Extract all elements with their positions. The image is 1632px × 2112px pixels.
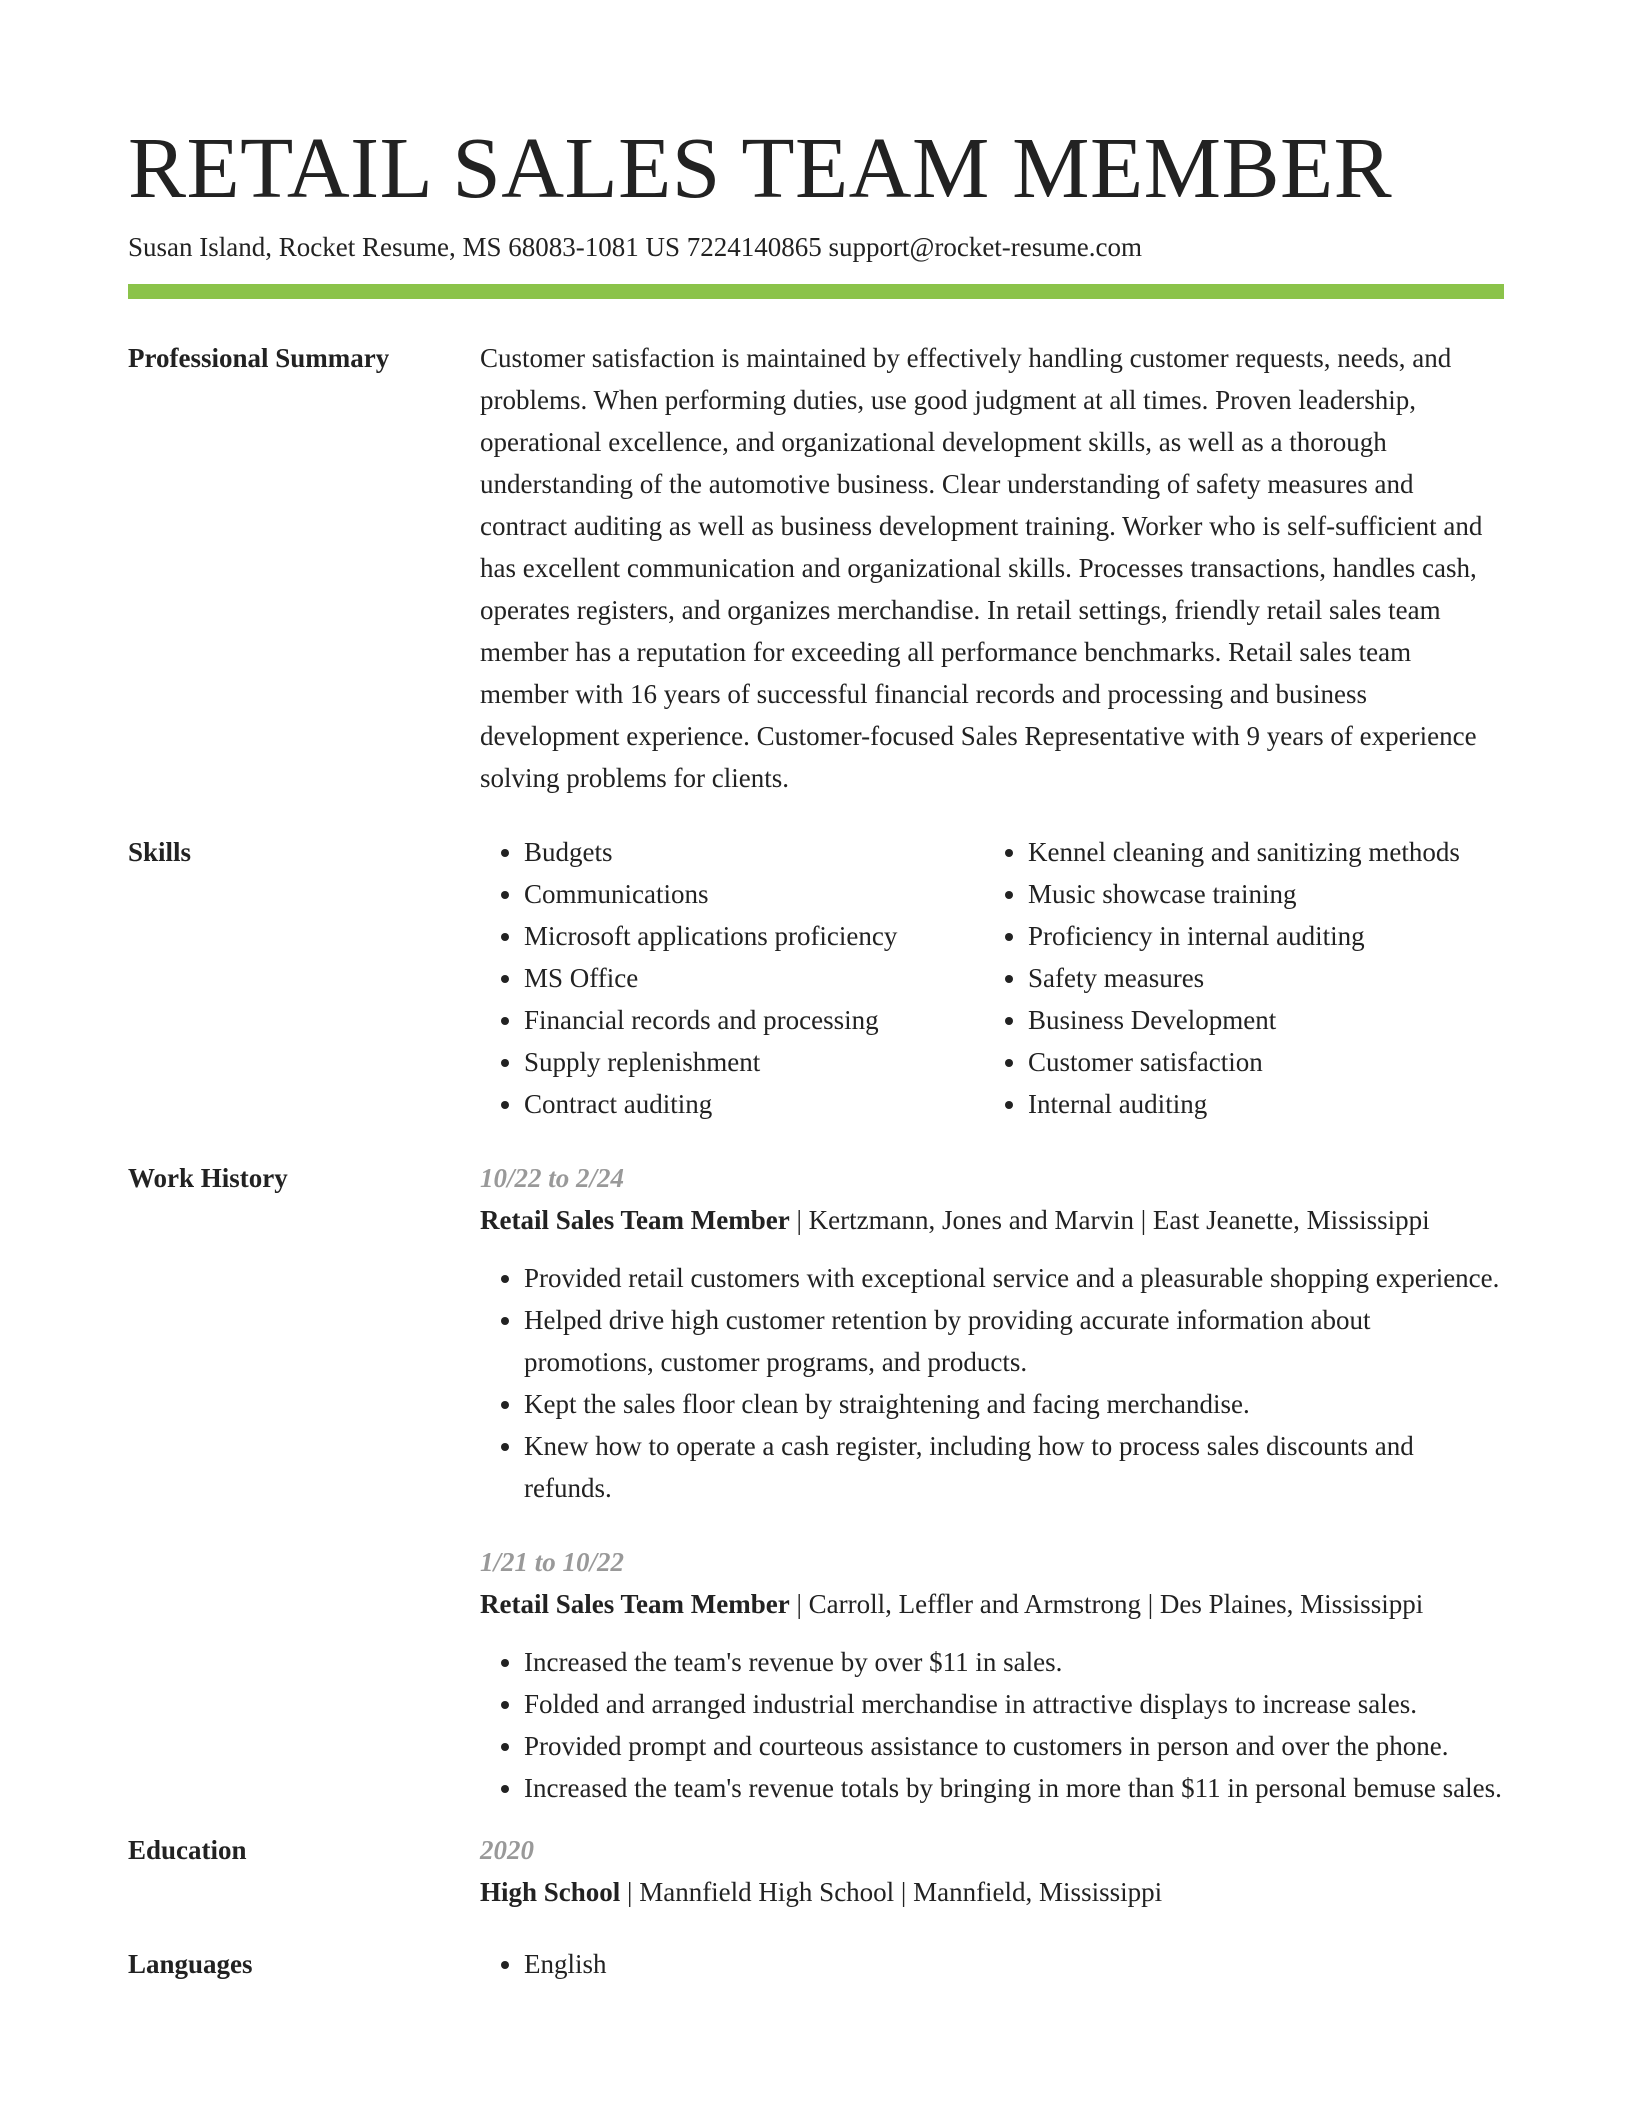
skills-grid: [480, 831, 1504, 1125]
skill-item: • Kennel cleaning and sanitizing methods: [1028, 831, 1504, 873]
contact-email: support@rocket-resume.com: [828, 231, 1143, 262]
education-heading: Education: [128, 1834, 247, 1865]
summary-heading: Professional Summary: [128, 342, 390, 373]
education-date: 2020: [480, 1834, 534, 1865]
job-bullet: • Provided prompt and courteous assistance to customers in person and over the phone.: [524, 1725, 1504, 1767]
skill-item: • Microsoft applications proficiency: [524, 915, 984, 957]
job-bullet: • Helped drive high customer retention by providing accurate information about promotions, customer programs, and products.: [524, 1299, 1504, 1383]
education-line: [480, 1871, 1504, 1913]
education-section: [128, 1829, 1504, 1913]
skill-item: • Internal auditing: [1028, 1083, 1504, 1125]
contact-phone: 7224140865: [686, 231, 822, 262]
job-bullet: • Kept the sales floor clean by straightening and facing merchandise.: [524, 1383, 1504, 1425]
skill-item: • Financial records and processing: [524, 999, 984, 1041]
header-divider: [128, 284, 1504, 299]
job-bullet: • Folded and arranged industrial merchandise in attractive displays to increase sales.: [524, 1683, 1504, 1725]
languages-heading: Languages: [128, 1948, 253, 1979]
language-item: • English: [524, 1943, 1504, 1985]
skill-item: • Business Development: [1028, 999, 1504, 1041]
skill-item: • Budgets: [524, 831, 984, 873]
job-bullets: [480, 1257, 1504, 1509]
languages-section: [128, 1943, 1504, 1985]
skill-item: • Customer satisfaction: [1028, 1041, 1504, 1083]
job-title-line: [480, 1199, 1504, 1241]
contact-line: [128, 230, 1504, 265]
skill-item: • Safety measures: [1028, 957, 1504, 999]
job-date: 1/21 to 10/22: [480, 1546, 625, 1577]
skills-section: [128, 831, 1504, 1125]
skills-list-right: [984, 831, 1504, 1125]
resume-title: RETAIL SALES TEAM MEMBER: [128, 119, 1393, 216]
job-entry: [480, 1541, 1504, 1809]
work-history-heading: Work History: [128, 1162, 288, 1193]
skill-item: • Music showcase training: [1028, 873, 1504, 915]
skill-item: • Supply replenishment: [524, 1041, 984, 1083]
job-bullets: [480, 1641, 1504, 1809]
job-bullet: • Increased the team's revenue by over $11 in sales.: [524, 1641, 1504, 1683]
contact-address: Susan Island, Rocket Resume, MS 68083-1081 US: [128, 231, 680, 262]
skills-list-left: [480, 831, 984, 1125]
work-history-section: [128, 1157, 1504, 1809]
job-bullet: • Provided retail customers with exceptional service and a pleasurable shopping experience.: [524, 1257, 1504, 1299]
skills-heading: Skills: [128, 836, 192, 867]
job-role: Retail Sales Team Member: [480, 1204, 790, 1235]
skill-item: • MS Office: [524, 957, 984, 999]
education-details: | Mannfield High School | Mannfield, Mississippi: [620, 1876, 1163, 1907]
job-details: | Carroll, Leffler and Armstrong | Des Plaines, Mississippi: [789, 1588, 1424, 1619]
resume-page: [128, 110, 1504, 1985]
job-details: | Kertzmann, Jones and Marvin | East Jeanette, Mississippi: [789, 1204, 1430, 1235]
job-role: Retail Sales Team Member: [480, 1588, 790, 1619]
job-entry: [480, 1157, 1504, 1509]
skill-item: • Communications: [524, 873, 984, 915]
job-date: 10/22 to 2/24: [480, 1162, 625, 1193]
languages-list: [480, 1943, 1504, 1985]
job-bullet: • Increased the team's revenue totals by bringing in more than $11 in personal bemuse sales.: [524, 1767, 1504, 1809]
skill-item: • Contract auditing: [524, 1083, 984, 1125]
education-degree: High School: [480, 1876, 621, 1907]
summary-section: [128, 337, 1504, 799]
job-title-line: [480, 1583, 1504, 1625]
summary-text: Customer satisfaction is maintained by effectively handling customer requests, needs, and problems. When performing duties, use good judgment at all times. Proven leadership, operational excellence, and organizational development skills, as well as a thorough understanding of the automotive business. Clear understanding of safety measures and contract auditing as well as business development training. Worker who is self-sufficient and has excellent communication and organizational skills. Processes transactions, handles cash, operates registers, and organizes merchandise. In retail settings, friendly retail sales team member has a reputation for exceeding all performance benchmarks. Retail sales team member with 16 years of successful financial records and processing and business development experience. Customer-focused Sales Representative with 9 years of experience solving problems for clients.: [480, 342, 1483, 793]
job-bullet: • Knew how to operate a cash register, including how to process sales discounts and refunds.: [524, 1425, 1504, 1509]
skill-item: • Proficiency in internal auditing: [1028, 915, 1504, 957]
